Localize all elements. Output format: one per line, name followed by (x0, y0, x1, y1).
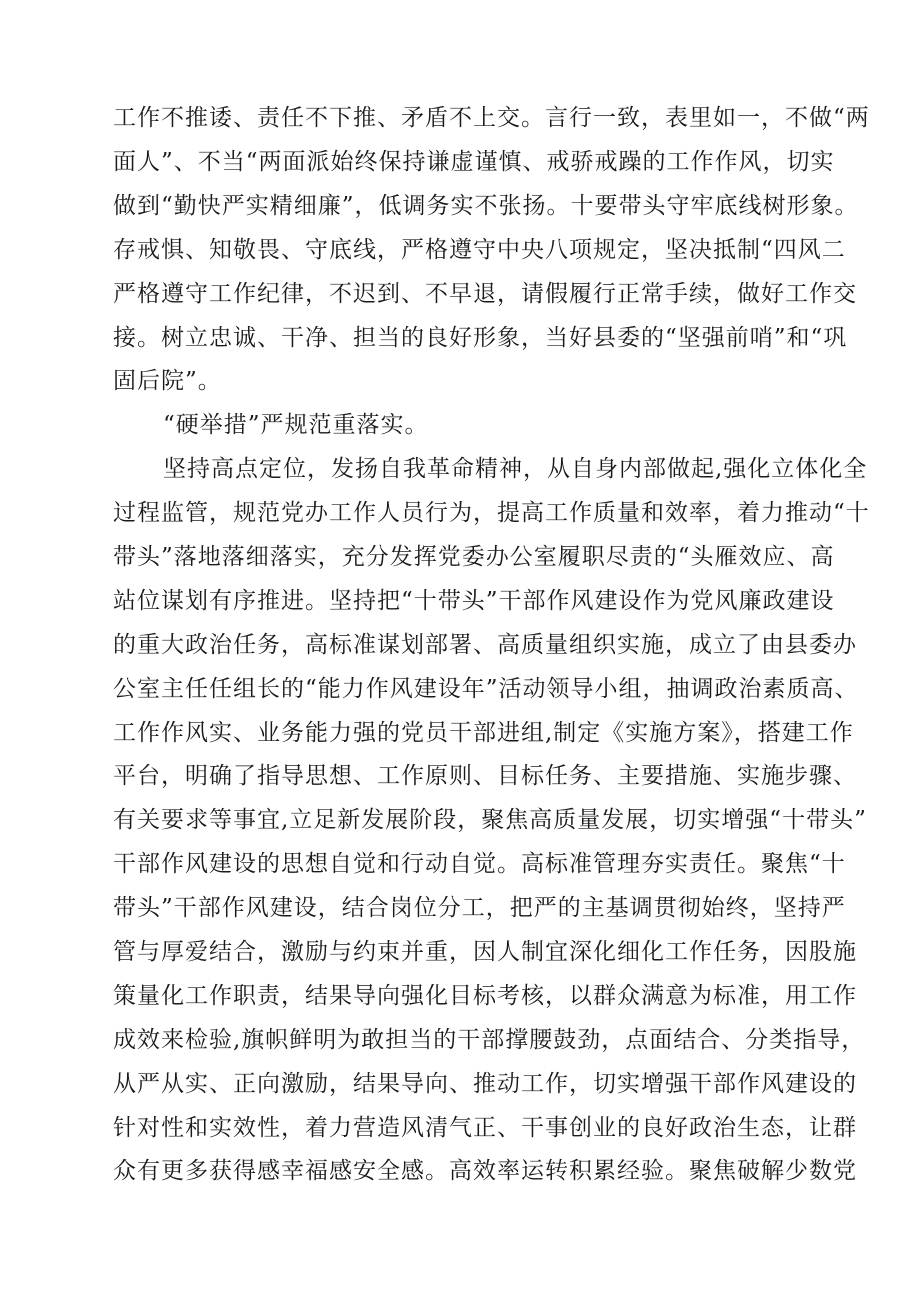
text-line: 站位谋划有序推进。坚持把“十带头”干部作风建设作为党风廉政建设 (113, 588, 835, 614)
section-heading: “硬举措”严规范重落实。 (163, 412, 429, 438)
text-line: 工作作风实、业务能力强的党员干部进组,制定《实施方案》，搭建工作 (113, 720, 854, 746)
text-line: 存戒惧、知敬畏、守底线，严格遵守中央八项规定，坚决抵制“四风二 (113, 237, 846, 263)
text-line: 接。树立忠诚、干净、担当的良好形象，当好县委的“坚强前哨”和“巩 (113, 325, 848, 351)
text-line: 面人”、不当“两面派始终保持谦虚谨慎、戒骄戒躁的工作作风，切实 (113, 149, 835, 175)
text-line: 严格遵守工作纪律，不迟到、不早退，请假履行正常手续，做好工作交 (113, 281, 857, 307)
text-line: 固后院”。 (113, 368, 222, 394)
text-line: 做到“勤快严实精细廉”，低调务实不张扬。十要带头守牢底线树形象。 (113, 193, 859, 219)
text-line: 针对性和实效性，着力营造风清气正、干事创业的良好政治生态，让群 (113, 1115, 857, 1141)
text-line: 工作不推诿、责任不下推、矛盾不上交。言行一致，表里如一，不做“两 (113, 105, 870, 131)
text-line: 从严从实、正向激励，结果导向、推动工作，切实增强干部作风建设的 (113, 1071, 857, 1097)
text-line: 有关要求等事宜,立足新发展阶段，聚焦高质量发展，切实增强“十带头” (113, 807, 867, 833)
text-line: 干部作风建设的思想自觉和行动自觉。高标准管理夯实责任。聚焦“十 (113, 851, 846, 877)
text-line: 平台，明确了指导思想、工作原则、目标任务、主要措施、实施步骤、 (113, 763, 857, 789)
text-line: 策量化工作职责，结果导向强化目标考核，以群众满意为标准，用工作 (113, 983, 857, 1009)
text-line: 带头”干部作风建设，结合岗位分工，把严的主基调贯彻始终，坚持严 (113, 895, 846, 921)
text-line: 过程监管，规范党办工作人员行为，提高工作质量和效率，着力推动“十 (113, 500, 870, 526)
text-line: 众有更多获得感幸福感安全感。高效率运转积累经验。聚焦破解少数党 (113, 1158, 857, 1184)
text-line: 的重大政治任务，高标准谋划部署、高质量组织实施，成立了由县委办 (113, 632, 857, 658)
paragraph-first-line: 坚持高点定位，发扬自我革命精神，从自身内部做起,强化立体化全 (163, 456, 868, 482)
text-line: 管与厚爱结合，激励与约束并重，因人制宜深化细化工作任务，因股施 (113, 939, 857, 965)
text-line: 公室主任任组长的“能力作风建设年”活动领导小组，抽调政治素质高、 (113, 676, 859, 702)
text-line: 成效来检验,旗帜鲜明为敢担当的干部撑腰鼓劲，点面结合、分类指导， (113, 1027, 866, 1053)
text-line: 带头”落地落细落实，充分发挥党委办公室履职尽责的“头雁效应、高 (113, 544, 835, 570)
